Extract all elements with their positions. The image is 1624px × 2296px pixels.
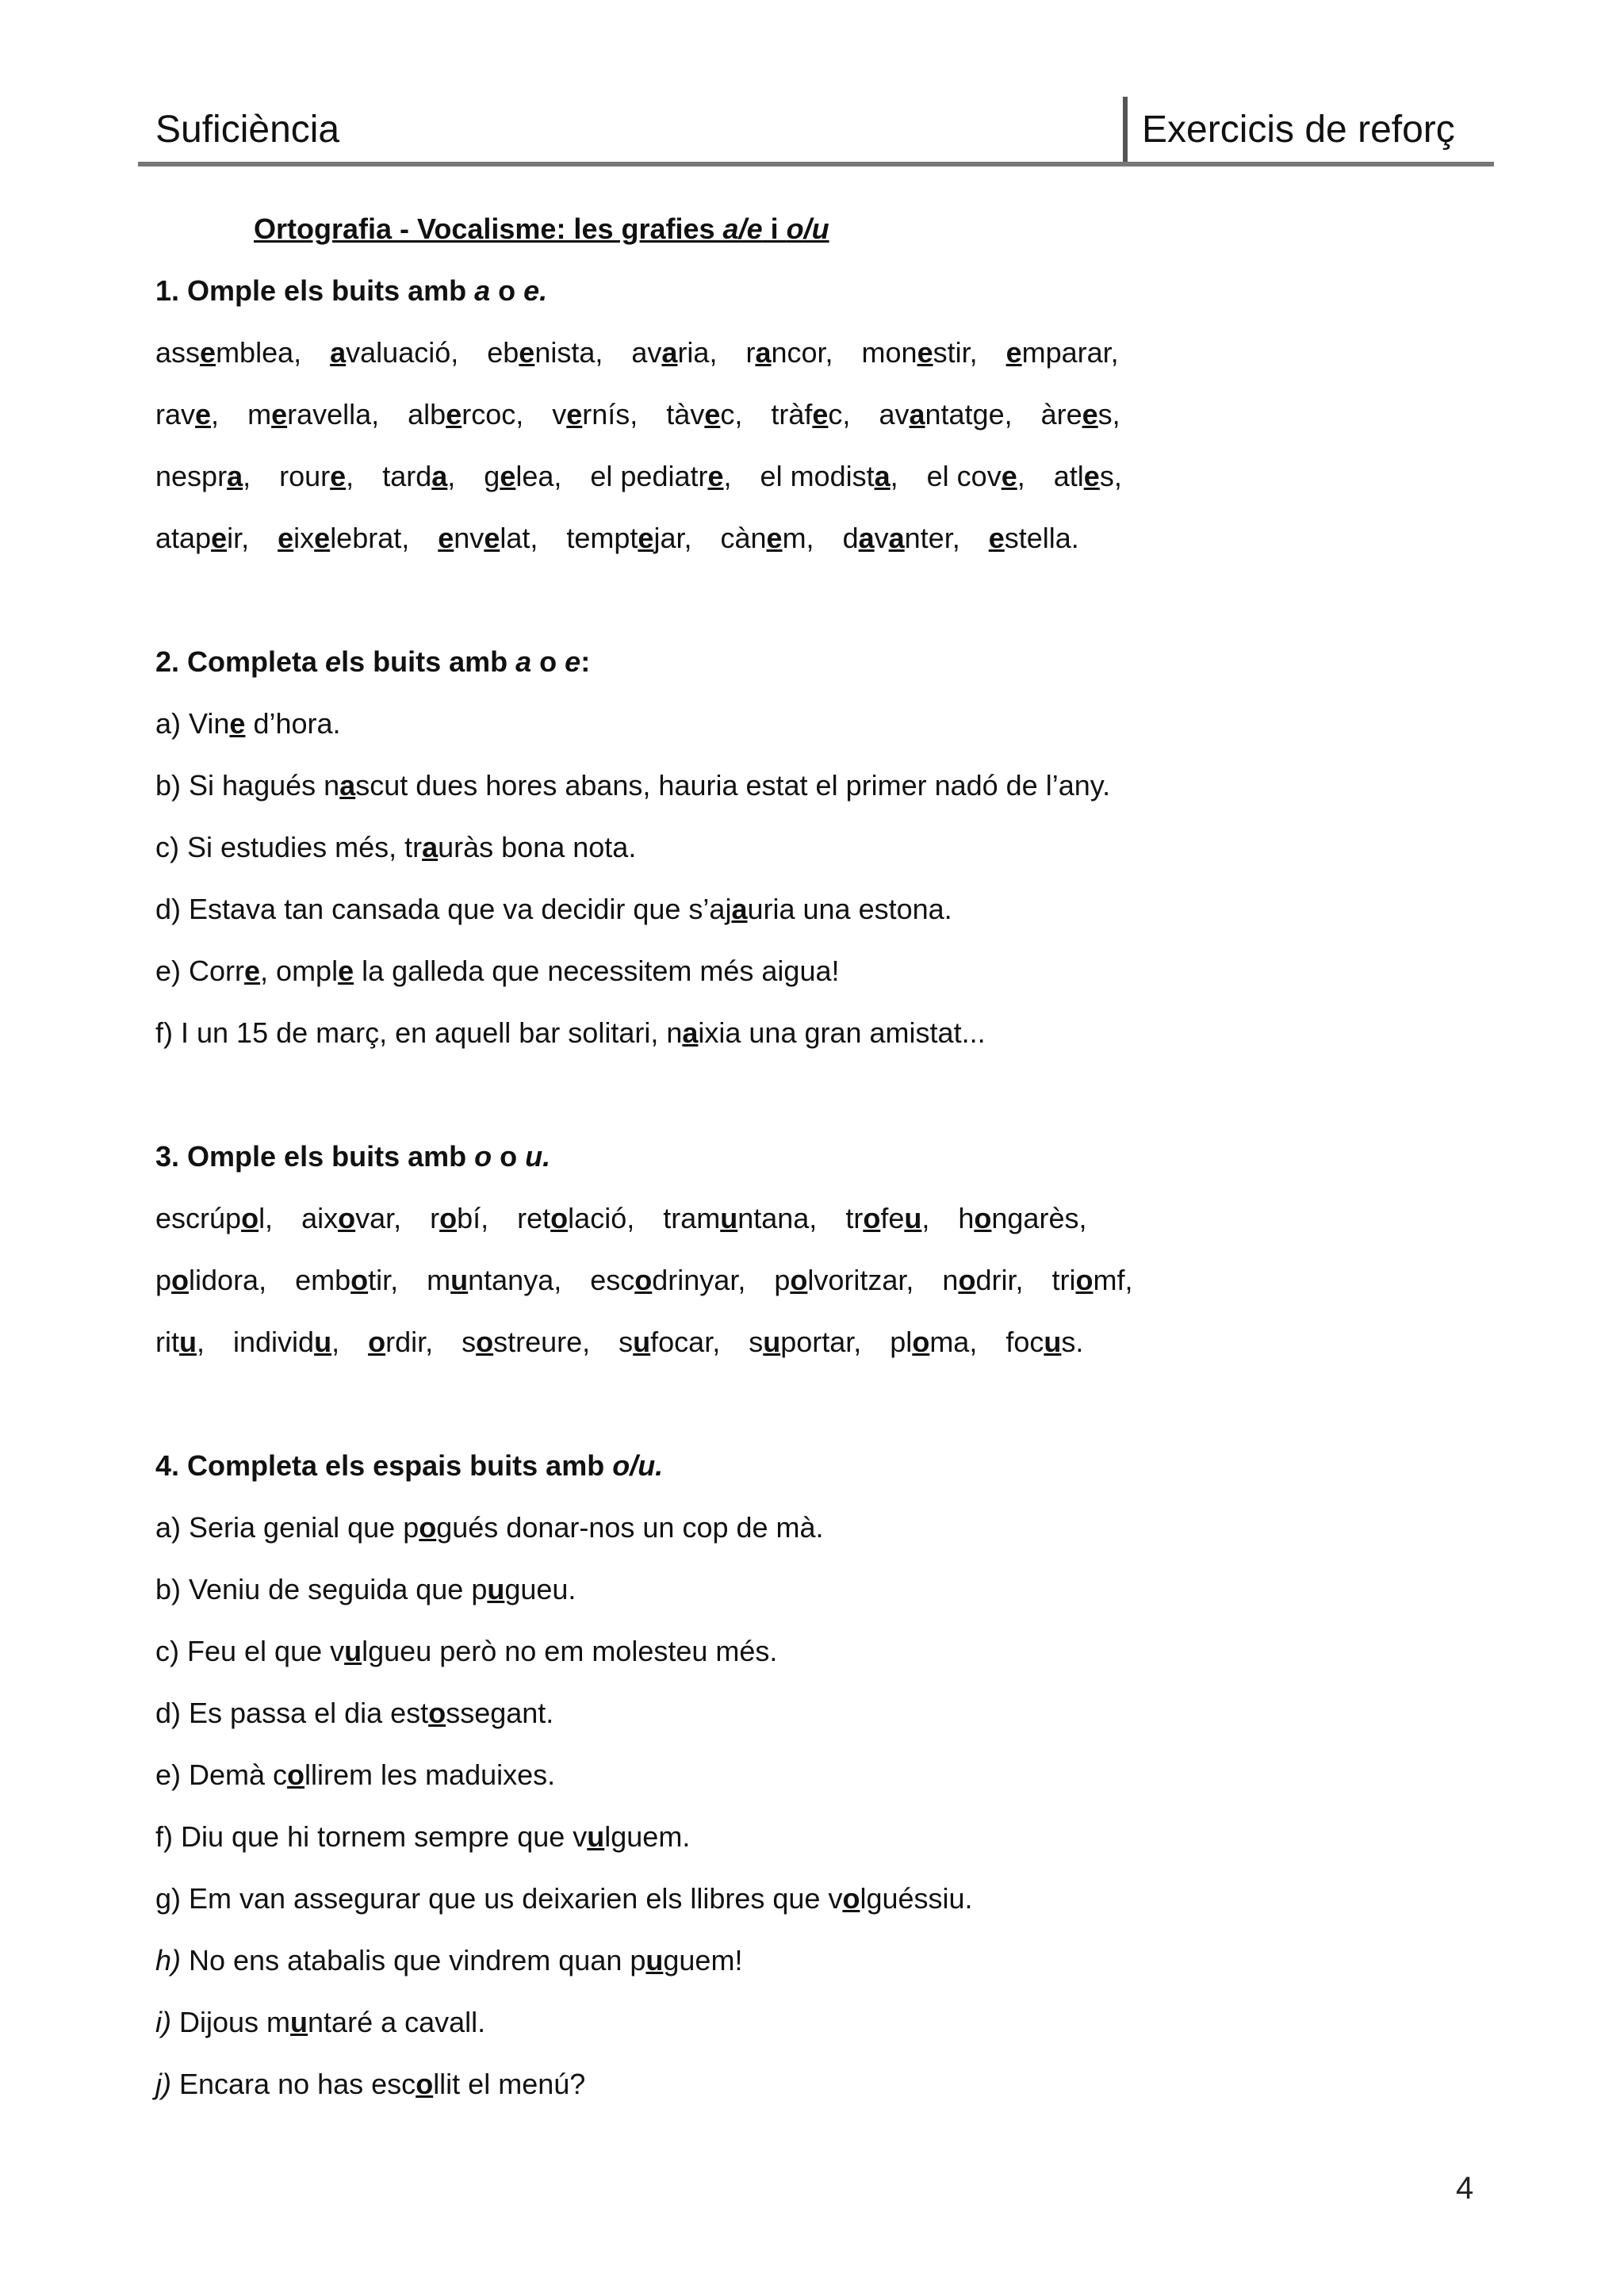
sentence-item: e) Corre, omple la galleda que necessitem més aigua! (155, 955, 840, 987)
word: atles, (1053, 460, 1122, 492)
filled-letter: e (766, 522, 783, 554)
word-line (155, 384, 1472, 446)
filled-letter: e (638, 522, 654, 554)
page-number: 4 (1456, 2171, 1474, 2206)
header-divider (1123, 97, 1128, 163)
exercise-1-heading: 1. Omple els buits amb a o e. (155, 274, 548, 307)
word: triomf, (1051, 1264, 1133, 1296)
word: ploma, (890, 1326, 978, 1358)
filled-letter: e (704, 398, 721, 430)
word-line (155, 322, 1472, 384)
filled-letter: u (450, 1264, 469, 1296)
word: davanter, (842, 522, 960, 554)
sentence-item: a) Vine d’hora. (155, 707, 341, 740)
filled-letter: e (200, 336, 216, 369)
exercise-2-sentences (155, 693, 1472, 1064)
exercise-3-heading: 3. Omple els buits amb o o u. (155, 1140, 551, 1173)
word: monestir, (861, 336, 978, 369)
word: estella. (988, 522, 1079, 554)
word: vernís, (552, 398, 638, 430)
filled-letter: a (422, 831, 439, 863)
word: suportar, (749, 1326, 862, 1358)
word: embotir, (295, 1264, 399, 1296)
filled-letter: u (720, 1202, 738, 1234)
filled-letter: o (428, 1697, 446, 1729)
word: avaria, (631, 336, 718, 369)
filled-letter: e (1005, 336, 1022, 369)
exercise-4-heading: 4. Completa els espais buits amb o/u. (155, 1449, 664, 1482)
word-line (155, 1311, 1472, 1373)
spacer (155, 569, 1472, 631)
exercise-3-words (155, 1188, 1472, 1373)
word: sostreure, (462, 1326, 591, 1358)
filled-letter: e (519, 336, 535, 369)
word: el cove, (926, 460, 1025, 492)
filled-letter: o (241, 1202, 259, 1234)
filled-letter: a (227, 460, 243, 492)
filled-letter: a (339, 769, 356, 802)
word: atapeir, (155, 522, 250, 554)
word: rancor, (745, 336, 833, 369)
sentence-item: b) Veniu de seguida que pugueu. (155, 1573, 576, 1605)
filled-letter: o (338, 1202, 356, 1234)
word-line (155, 446, 1472, 507)
filled-letter: o (842, 1882, 860, 1915)
filled-letter: e (566, 398, 583, 430)
word: ebenista, (487, 336, 603, 369)
sentence-item: d) Es passa el dia estossegant. (155, 1697, 554, 1729)
word: individu, (233, 1326, 340, 1358)
word: tàvec, (666, 398, 743, 430)
filled-letter: e (812, 398, 829, 430)
word: meravella, (247, 398, 380, 430)
word: eixelebrat, (278, 522, 410, 554)
word: gelea, (484, 460, 562, 492)
word: cànem, (720, 522, 814, 554)
sentence-item: f) I un 15 de març, en aquell bar solitari, naixia una gran amistat... (155, 1016, 986, 1049)
filled-letter: o (416, 2068, 434, 2100)
filled-letter: o (912, 1326, 930, 1358)
filled-letter: e (438, 522, 454, 554)
word: sufocar, (619, 1326, 721, 1358)
filled-letter: o (1075, 1264, 1094, 1296)
worksheet-content (155, 198, 1472, 2115)
word: nodrir, (942, 1264, 1024, 1296)
word: focus. (1005, 1326, 1084, 1358)
filled-letter: o (790, 1264, 808, 1296)
word: albercoc, (408, 398, 524, 430)
word: àrees, (1040, 398, 1120, 430)
filled-letter: u (487, 1573, 505, 1605)
filled-letter: e (330, 460, 347, 492)
sentence-item: a) Seria genial que pogués donar-nos un cop de mà. (155, 1511, 824, 1544)
word: avantatge, (879, 398, 1013, 430)
filled-letter: u (645, 1944, 664, 1976)
filled-letter: o (634, 1264, 653, 1296)
header-right-title: Exercicis de reforç (1142, 109, 1455, 151)
section-title-text: Ortografia - Vocalisme: les grafies a/e i o/u (254, 212, 829, 245)
sentence-item: e) Demà collirem les maduixes. (155, 1758, 556, 1791)
word: robí, (430, 1202, 489, 1234)
sentence-item: g) Em van assegurar que us deixarien els llibres que volguéssiu. (155, 1882, 973, 1915)
word: polidora, (155, 1264, 267, 1296)
exercise-2-heading: 2. Completa els buits amb a o e: (155, 645, 591, 678)
word: el modista, (760, 460, 898, 492)
filled-letter: o (476, 1326, 494, 1358)
word: aixovar, (301, 1202, 402, 1234)
filled-letter: e (229, 707, 246, 740)
filled-letter: a (661, 336, 678, 369)
filled-letter: e (707, 460, 724, 492)
sentence-item: h) No ens atabalis que vindrem quan puguem! (155, 1944, 743, 1976)
filled-letter: e (211, 522, 228, 554)
filled-letter: o (550, 1202, 569, 1234)
filled-letter: e (244, 955, 261, 987)
word: escodrinyar, (590, 1264, 746, 1296)
exercise-1-words (155, 322, 1472, 569)
filled-letter: e (271, 398, 288, 430)
word: roure, (279, 460, 354, 492)
filled-letter: u (1044, 1326, 1062, 1358)
spacer (155, 1373, 1472, 1435)
filled-letter: o (368, 1326, 386, 1358)
filled-letter: o (974, 1202, 992, 1234)
filled-letter: a (431, 460, 448, 492)
header-left-title: Suficiència (155, 109, 340, 151)
filled-letter: e (1082, 398, 1098, 430)
filled-letter: a (888, 522, 905, 554)
word: ritu, (155, 1326, 205, 1358)
filled-letter: o (958, 1264, 976, 1296)
filled-letter: u (904, 1202, 922, 1234)
filled-letter: e (446, 398, 462, 430)
filled-letter: e (988, 522, 1005, 554)
word: trofeu, (845, 1202, 930, 1234)
filled-letter: e (1083, 460, 1100, 492)
section-title (155, 198, 1472, 260)
sentence-item: j) Encara no has escollit el menú? (155, 2068, 586, 2100)
filled-letter: e (314, 522, 331, 554)
filled-letter: a (755, 336, 772, 369)
filled-letter: u (314, 1326, 332, 1358)
filled-letter: e (195, 398, 212, 430)
exercise-4-sentences (155, 1497, 1472, 2115)
filled-letter: a (858, 522, 875, 554)
filled-letter: e (484, 522, 500, 554)
filled-letter: o (863, 1202, 881, 1234)
sentence-item: b) Si hagués nascut dues hores abans, hauria estat el primer nadó de l’any. (155, 769, 1111, 802)
sentence-item: d) Estava tan cansada que va decidir que s’ajauria una estona. (155, 893, 952, 925)
word: temptejar, (566, 522, 692, 554)
filled-letter: o (439, 1202, 458, 1234)
word: tarda, (382, 460, 456, 492)
filled-letter: a (909, 398, 925, 430)
word: assemblea, (155, 336, 302, 369)
sentence-item: c) Feu el que vulgueu però no em molesteu més. (155, 1635, 778, 1667)
sentence-item: i) Dijous muntaré a cavall. (155, 2006, 486, 2038)
filled-letter: u (763, 1326, 781, 1358)
word-line (155, 1188, 1472, 1249)
word: escrúpol, (155, 1202, 274, 1234)
filled-letter: a (682, 1016, 699, 1049)
word: polvoritzar, (774, 1264, 914, 1296)
sentence-item: f) Diu que hi tornem sempre que vulguem. (155, 1820, 691, 1853)
word: retolació, (517, 1202, 635, 1234)
filled-letter: a (330, 336, 347, 369)
filled-letter: e (1001, 460, 1017, 492)
filled-letter: a (731, 893, 748, 925)
word: emparar, (1005, 336, 1119, 369)
filled-letter: o (419, 1511, 437, 1544)
spacer (155, 1064, 1472, 1126)
word-line (155, 1249, 1472, 1311)
word: avaluació, (330, 336, 459, 369)
filled-letter: a (874, 460, 891, 492)
page-header (138, 94, 1494, 166)
word: ordir, (368, 1326, 434, 1358)
sentence-item: c) Si estudies més, trauràs bona nota. (155, 831, 637, 863)
filled-letter: e (500, 460, 516, 492)
word: tramuntana, (663, 1202, 818, 1234)
header-rule (138, 162, 1494, 166)
filled-letter: o (171, 1264, 190, 1296)
filled-letter: u (290, 2006, 308, 2038)
word: rave, (155, 398, 220, 430)
word: nespra, (155, 460, 251, 492)
filled-letter: e (917, 336, 933, 369)
word: envelat, (438, 522, 538, 554)
filled-letter: o (350, 1264, 369, 1296)
filled-letter: u (587, 1820, 605, 1853)
word: muntanya, (427, 1264, 562, 1296)
filled-letter: u (633, 1326, 651, 1358)
filled-letter: u (179, 1326, 197, 1358)
filled-letter: u (344, 1635, 362, 1667)
word: tràfec, (771, 398, 851, 430)
word: hongarès, (958, 1202, 1087, 1234)
filled-letter: e (278, 522, 294, 554)
word-line (155, 507, 1472, 569)
filled-letter: e (338, 955, 354, 987)
filled-letter: o (287, 1758, 305, 1791)
word: el pediatre, (590, 460, 732, 492)
